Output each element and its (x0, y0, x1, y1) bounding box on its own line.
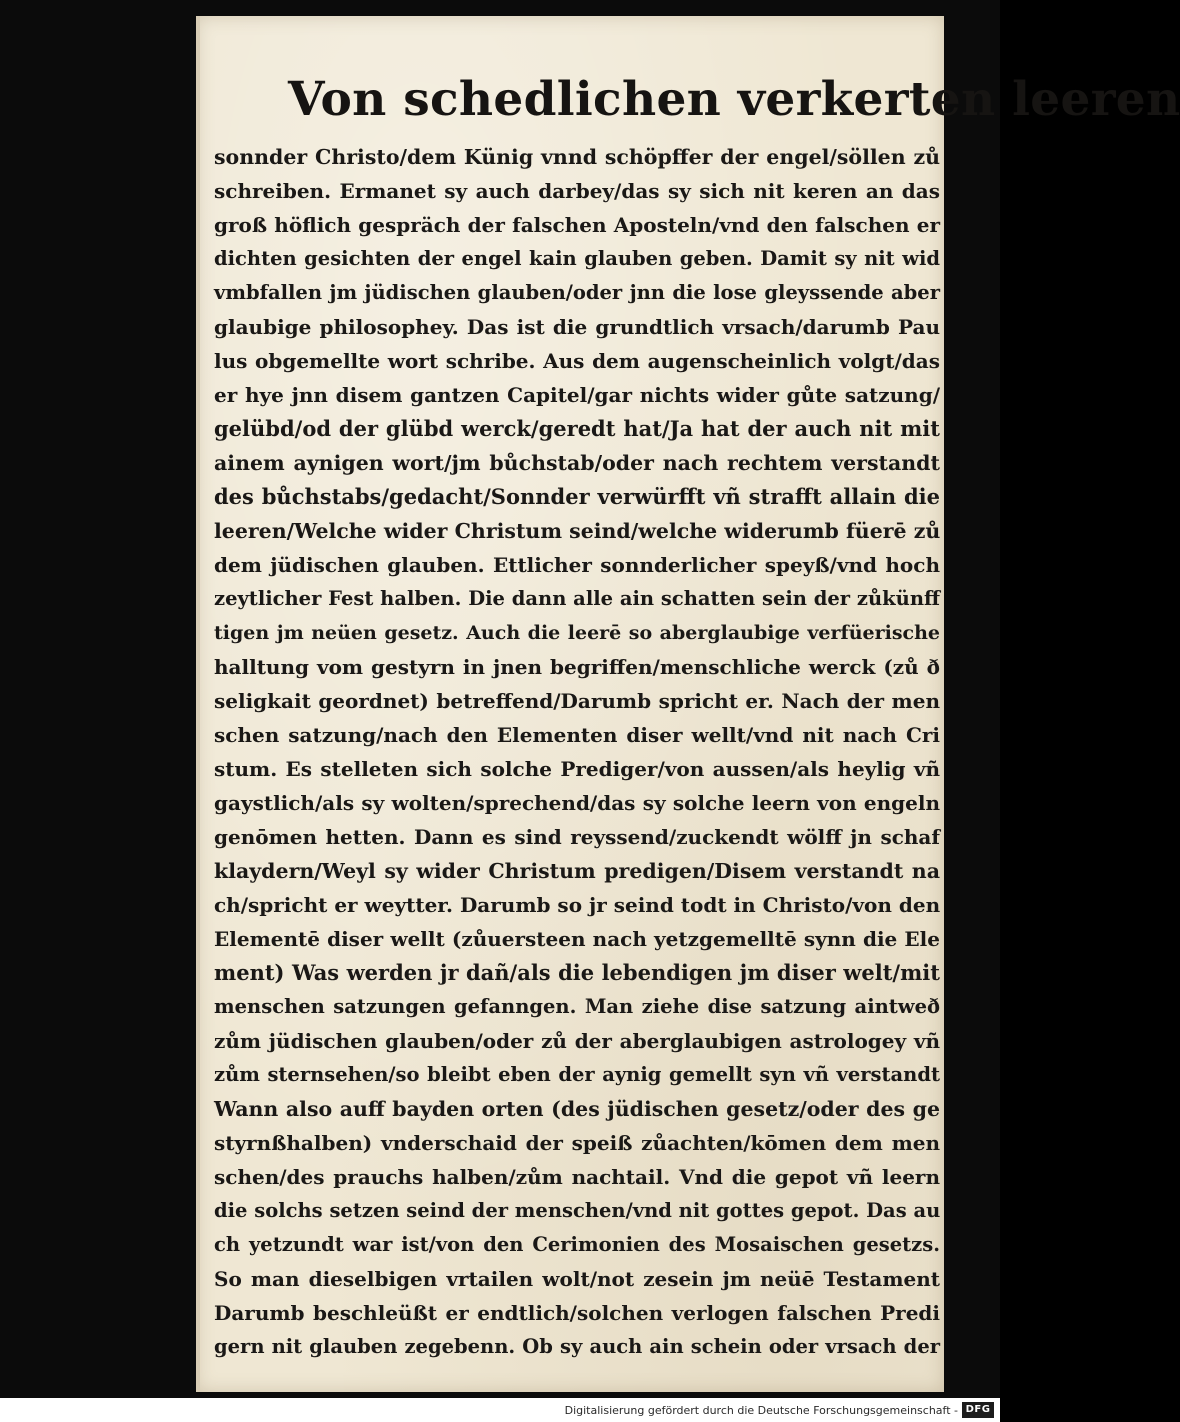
text-line: gaystlich/als sy wolten/sprechend/das sy solche leern von engeln (214, 791, 940, 815)
text-line: Darumb beschleüßt er endtlich/solchen verlogen falschen Predi (214, 1301, 940, 1325)
running-head: Von schedlichen verkerten leeren (288, 72, 1180, 127)
text-line: leeren/Welche wider Christum seind/welche widerumb füerē zů (214, 519, 941, 543)
digitization-credit: Digitalisierung gefördert durch die Deutsche Forschungsgemeinschaft - (564, 1404, 958, 1417)
text-line: Elementē diser wellt (zůuersteen nach yetzgemelltē synn die Ele (214, 927, 940, 951)
text-line: styrnßhalben) vnderschaid der speiß zůachten/kōmen dem men (214, 1131, 940, 1155)
text-line: So man dieselbigen vrtailen wolt/not zesein jm neüē Testament (214, 1267, 940, 1291)
text-line: klaydern/Weyl sy wider Christum predigen/Disem verstandt na (214, 859, 940, 883)
text-line: zům sternsehen/so bleibt eben der aynig gemellt syn vñ verstandt (214, 1063, 940, 1086)
dfg-logo-icon: DFG (962, 1402, 994, 1418)
text-line: ch/spricht er weytter. Darumb so jr seind todt in Christo/von den (214, 893, 941, 917)
text-line: des bůchstabs/gedacht/Sonnder verwürfft vñ strafft allain die (214, 484, 940, 509)
text-line: dem jüdischen glauben. Ettlicher sonnderlicher speyß/vnd hoch (214, 553, 940, 577)
text-line: ch yetzundt war ist/von den Cerimonien des Mosaischen gesetzs. (214, 1233, 940, 1256)
text-line: groß höflich gespräch der falschen Aposteln/vnd den falschen er (214, 213, 940, 237)
body-text (214, 140, 940, 1364)
text-line: stum. Es stelleten sich solche Prediger/von aussen/als heylig vñ (214, 757, 940, 781)
text-line: er hye jnn disem gantzen Capitel/gar nichts wider gůte satzung/ (214, 383, 940, 407)
text-line: glaubige philosophey. Das ist die grundtlich vrsach/darumb Pau (214, 315, 940, 339)
text-line: dichten gesichten der engel kain glauben geben. Damit sy nit wid (214, 247, 940, 270)
text-line: halltung vom gestyrn in jnen begriffen/menschliche werck (zů ð (214, 655, 940, 679)
text-line: die solchs setzen seind der menschen/vnd nit gottes gepot. Das au (214, 1199, 941, 1222)
text-line: lus obgemellte wort schribe. Aus dem augenscheinlich volgt/das (214, 349, 940, 373)
text-line: Wann also auff bayden orten (des jüdischen gesetz/oder des ge (214, 1097, 940, 1121)
text-line: schen satzung/nach den Elementen diser wellt/vnd nit nach Cri (214, 723, 940, 747)
text-line: ment) Was werden jr dañ/als die lebendigen jm diser welt/mit (214, 960, 940, 985)
text-line: schen/des prauchs halben/zům nachtail. Vnd die gepot vñ leern (214, 1165, 940, 1189)
text-line: schreiben. Ermanet sy auch darbey/das sy sich nit keren an das (214, 179, 940, 203)
text-line: ainem aynigen wort/jm bůchstab/oder nach rechtem verstandt (214, 451, 940, 475)
text-line: gelübd/od der glübd werck/geredt hat/Ja hat der auch nit mit (214, 416, 940, 441)
text-line: seligkait geordnet) betreffend/Darumb spricht er. Nach der men (214, 689, 940, 713)
text-line: sonnder Christo/dem Künig vnnd schöpffer der engel/söllen zů (214, 145, 940, 169)
page-gutter-edge (196, 16, 200, 1392)
text-line: menschen satzungen gefanngen. Man ziehe dise satzung aintweð (214, 995, 940, 1018)
text-line: tigen jm neüen gesetz. Auch die leerē so aberglaubige verfüerische (214, 622, 940, 644)
text-line: gern nit glauben zegebenn. Ob sy auch ain schein oder vrsach der (214, 1335, 940, 1358)
text-line: genōmen hetten. Dann es sind reyssend/zuckendt wölff jn schaf (214, 825, 940, 849)
text-line: zům jüdischen glauben/oder zů der aberglaubigen astrologey vñ (214, 1029, 940, 1053)
text-line: zeytlicher Fest halben. Die dann alle ain schatten sein der zůkünff (214, 587, 940, 610)
text-line: vmbfallen jm jüdischen glauben/oder jnn die lose gleyssende aber (214, 281, 940, 304)
